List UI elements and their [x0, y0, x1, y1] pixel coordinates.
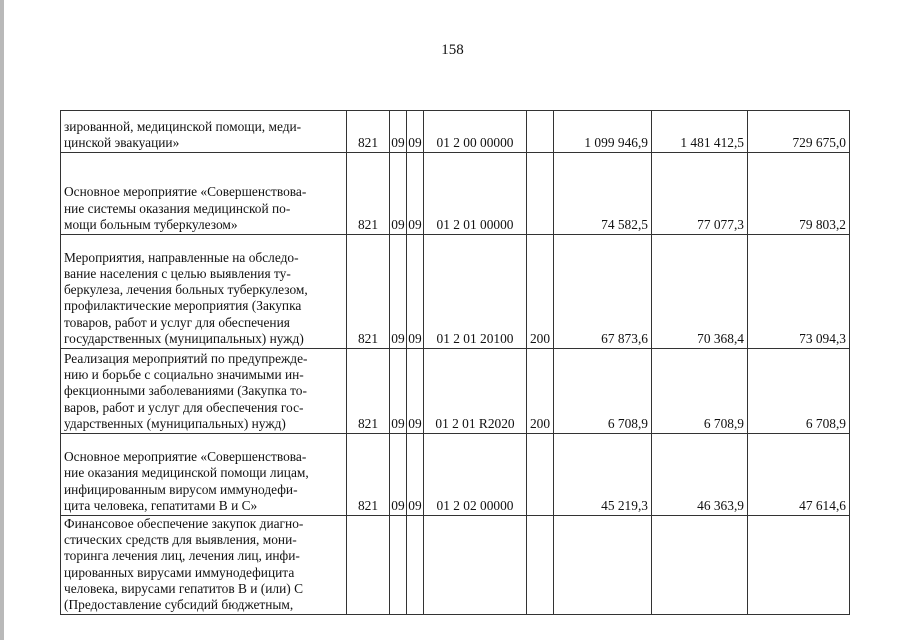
description-line: мощи больным туберкулезом» [64, 216, 238, 232]
description-line: варов, работ и услуг для обеспечения гос- [64, 399, 304, 415]
cell-description [61, 235, 347, 349]
table-row [61, 516, 850, 615]
description-line: вание населения с целью выявления ту- [64, 265, 291, 281]
description-line: нию и борьбе с социально значимыми ин- [64, 367, 304, 383]
cell-expense-type: 200 [527, 349, 554, 434]
cell-target-article: 01 2 01 20100 [424, 235, 527, 349]
cell-subsection: 09 [407, 111, 424, 153]
description-line: ние оказания медицинской помощи лицам, [64, 465, 309, 481]
cell-subsection: 09 [407, 153, 424, 235]
description-line: цита человека, гепатитами В и С» [64, 497, 258, 513]
cell-expense-type: 200 [527, 235, 554, 349]
cell-expense-type [527, 111, 554, 153]
page-number: 158 [441, 42, 464, 58]
cell-description [61, 153, 347, 235]
table-row [61, 111, 850, 153]
description-line: профилактические мероприятия (Закупка [64, 298, 302, 314]
cell-amount-year-3: 79 803,2 [748, 153, 850, 235]
cell-amount-year-1: 67 873,6 [554, 235, 652, 349]
description-line: фекционными заболеваниями (Закупка то- [64, 383, 307, 399]
description-line: инфицированным вирусом иммунодефи- [64, 481, 298, 497]
cell-amount-year-1: 45 219,3 [554, 434, 652, 516]
cell-description [61, 349, 347, 434]
cell-amount-year-3: 73 094,3 [748, 235, 850, 349]
cell-amount-year-2: 77 077,3 [652, 153, 748, 235]
cell-amount-year-2 [652, 516, 748, 615]
cell-expense-type [527, 516, 554, 615]
cell-subsection: 09 [407, 434, 424, 516]
cell-target-article: 01 2 02 00000 [424, 434, 527, 516]
cell-grbs: 821 [347, 235, 390, 349]
cell-target-article: 01 2 01 R2020 [424, 349, 527, 434]
cell-amount-year-1: 6 708,9 [554, 349, 652, 434]
page-edge [0, 0, 4, 640]
cell-target-article [424, 516, 527, 615]
cell-amount-year-3: 6 708,9 [748, 349, 850, 434]
description-line: ние системы оказания медицинской по- [64, 200, 291, 216]
cell-amount-year-2: 6 708,9 [652, 349, 748, 434]
cell-grbs: 821 [347, 434, 390, 516]
cell-grbs: 821 [347, 111, 390, 153]
table-row [61, 349, 850, 434]
cell-amount-year-3: 47 614,6 [748, 434, 850, 516]
cell-section [390, 516, 407, 615]
description-line: ударственных (муниципальных) нужд) [64, 415, 286, 431]
cell-expense-type [527, 153, 554, 235]
cell-description [61, 111, 347, 153]
cell-amount-year-1 [554, 516, 652, 615]
description-line: Реализация мероприятий по предупрежде- [64, 350, 308, 366]
description-line: торинга лечения лиц, лечения лиц, инфи- [64, 548, 300, 564]
cell-grbs: 821 [347, 349, 390, 434]
description-line: зированной, медицинской помощи, меди- [64, 118, 302, 134]
description-line: цированных вирусами иммунодефицита [64, 564, 295, 580]
cell-amount-year-1: 74 582,5 [554, 153, 652, 235]
cell-section: 09 [390, 153, 407, 235]
description-line: Основное мероприятие «Совершенствова- [64, 449, 307, 465]
cell-amount-year-2: 46 363,9 [652, 434, 748, 516]
cell-section: 09 [390, 434, 407, 516]
description-line: цинской эвакуации» [64, 134, 180, 150]
cell-grbs: 821 [347, 153, 390, 235]
cell-description [61, 516, 347, 615]
description-line: товаров, работ и услуг для обеспечения [64, 314, 290, 330]
cell-target-article: 01 2 00 00000 [424, 111, 527, 153]
cell-amount-year-3 [748, 516, 850, 615]
cell-amount-year-2: 1 481 412,5 [652, 111, 748, 153]
cell-section: 09 [390, 349, 407, 434]
table-row [61, 434, 850, 516]
description-line: (Предоставление субсидий бюджетным, [64, 597, 294, 613]
cell-amount-year-3: 729 675,0 [748, 111, 850, 153]
table-row [61, 153, 850, 235]
cell-expense-type [527, 434, 554, 516]
cell-amount-year-2: 70 368,4 [652, 235, 748, 349]
cell-target-article: 01 2 01 00000 [424, 153, 527, 235]
description-line: Основное мероприятие «Совершенствова- [64, 184, 307, 200]
description-line: Мероприятия, направленные на обследо- [64, 249, 299, 265]
table-body [61, 111, 850, 615]
cell-subsection [407, 516, 424, 615]
cell-section: 09 [390, 235, 407, 349]
description-line: стических средств для выявления, мони- [64, 532, 297, 548]
description-line: Финансовое обеспечение закупок диагно- [64, 516, 304, 531]
table-row [61, 235, 850, 349]
description-line: беркулеза, лечения больных туберкулезом, [64, 282, 308, 298]
cell-subsection: 09 [407, 235, 424, 349]
description-line: человека, вирусами гепатитов В и (или) С [64, 580, 304, 596]
cell-section: 09 [390, 111, 407, 153]
description-line: государственных (муниципальных) нужд) [64, 330, 304, 346]
cell-grbs [347, 516, 390, 615]
budget-table [60, 110, 850, 615]
cell-subsection: 09 [407, 349, 424, 434]
cell-amount-year-1: 1 099 946,9 [554, 111, 652, 153]
cell-description [61, 434, 347, 516]
